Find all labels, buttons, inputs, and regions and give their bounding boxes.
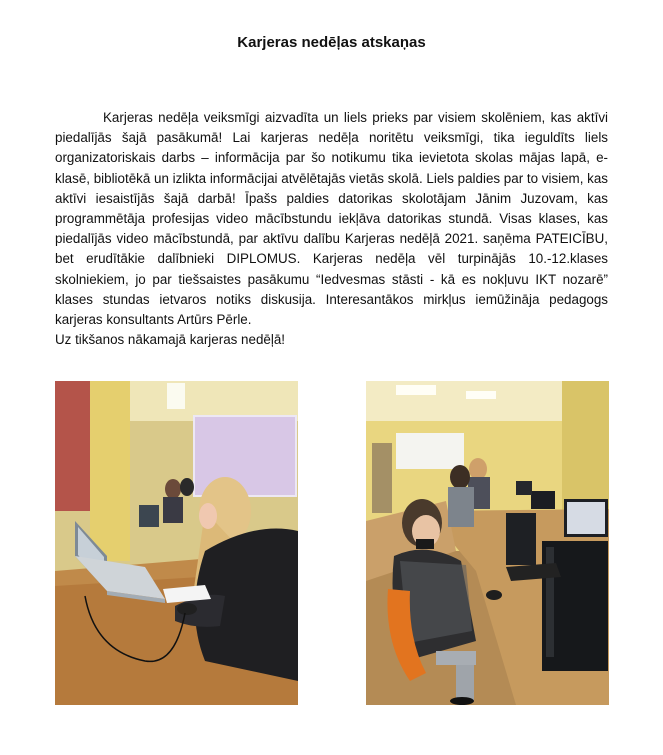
page-title: Karjeras nedēļas atskaņas	[237, 34, 426, 51]
article-body	[55, 108, 608, 350]
photo-illustration-left	[55, 381, 298, 705]
closing-line: Uz tikšanos nākamajā karjeras nedēļā!	[55, 332, 285, 348]
photo-illustration-right	[366, 381, 609, 705]
classroom-photo-students-computers	[366, 381, 609, 705]
article-paragraph: Karjeras nedēļa veiksmīgi aizvadīta un liels prieks par visiem skolēniem, kas aktīvi piedalījās šajā pasākumā! Lai karjeras nedēļa noritētu veiksmīgi, tika ieguldīts liels organizatoriskais darbs – informācija par šo notikumu tika ievietota skolas mājas lapā, e-klasē, bibliotēkā un izlikta informācijai atvēlētajās vietās skolā. Liels paldies par to visiem, kas aktīvi iesaistījās šajā darbā! Īpašs paldies datorikas skolotājam Jānim Juzovam, kas programmētāja profesijas video mācībstundu iekļāva datorikas stundā. Visas klases, kas piedalījās video mācībstundā, par aktīvu dalību Karjeras nedēļā 2021. saņēma PATEICĪBU, bet erudītākie dalībnieki DIPLOMUS. Karjeras nedēļa vēl turpinājās 10.-12.klases skolniekiem, jo par tiešsaistes pasākumu “Iedvesmas stāsti - kā es nokļuvu IKT nozarē” klases stundas ietvaros notiks diskusija. Interesantākos mirkļus iemūžināja pedagogs karjeras konsultants Artūrs Pērle.	[55, 110, 608, 328]
classroom-photo-girl-laptop	[55, 381, 298, 705]
